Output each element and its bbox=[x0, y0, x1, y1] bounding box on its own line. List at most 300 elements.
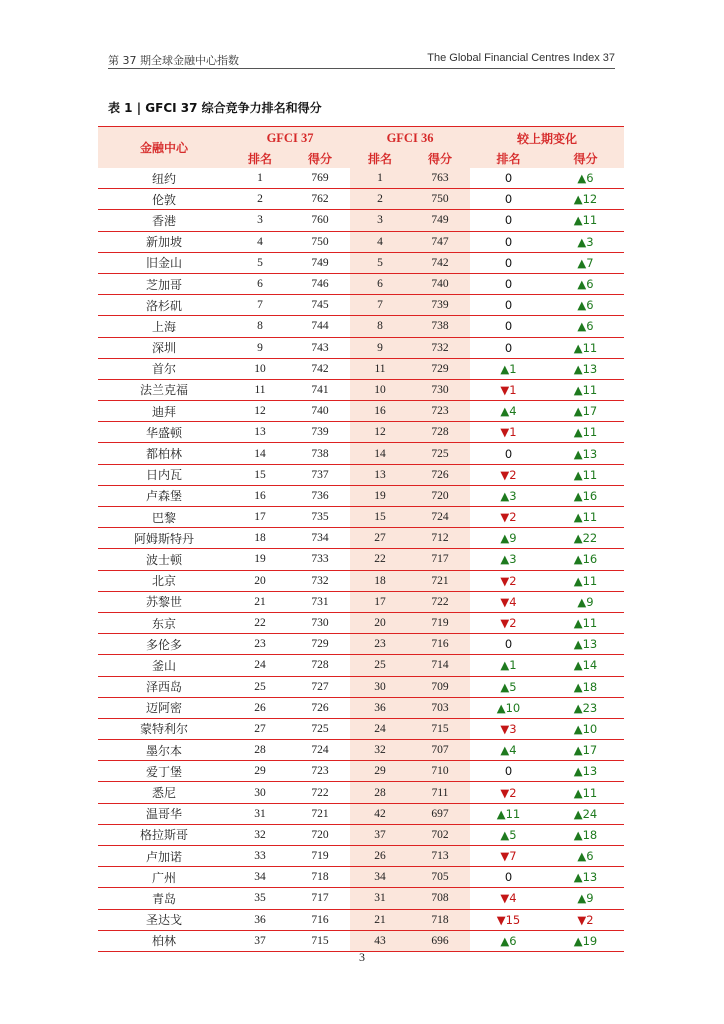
cell-center-name: 多伦多 bbox=[98, 634, 230, 655]
cell-score-change: ▲7 bbox=[547, 252, 624, 273]
cell-rank-37: 11 bbox=[230, 379, 290, 400]
cell-center-name: 法兰克福 bbox=[98, 379, 230, 400]
cell-score-36: 702 bbox=[410, 824, 470, 845]
cell-rank-37: 13 bbox=[230, 422, 290, 443]
cell-score-change: ▲18 bbox=[547, 824, 624, 845]
table-row bbox=[98, 612, 624, 633]
cell-center-name: 巴黎 bbox=[98, 507, 230, 528]
cell-rank-37: 23 bbox=[230, 634, 290, 655]
cell-rank-37: 14 bbox=[230, 443, 290, 464]
cell-rank-change: ▲4 bbox=[470, 740, 547, 761]
cell-rank-change: 0 bbox=[470, 337, 547, 358]
cell-rank-37: 2 bbox=[230, 189, 290, 210]
cell-score-change: ▲13 bbox=[547, 867, 624, 888]
col-header-score-37: 得分 bbox=[290, 149, 350, 168]
cell-score-36: 724 bbox=[410, 507, 470, 528]
cell-score-37: 723 bbox=[290, 761, 350, 782]
cell-score-change: ▲6 bbox=[547, 846, 624, 867]
cell-score-37: 743 bbox=[290, 337, 350, 358]
cell-rank-37: 28 bbox=[230, 740, 290, 761]
cell-score-change: ▲16 bbox=[547, 485, 624, 506]
table-row bbox=[98, 485, 624, 506]
cell-center-name: 青岛 bbox=[98, 888, 230, 909]
cell-score-37: 727 bbox=[290, 676, 350, 697]
cell-score-37: 741 bbox=[290, 379, 350, 400]
cell-rank-36: 2 bbox=[350, 189, 410, 210]
table-row bbox=[98, 867, 624, 888]
cell-rank-change: ▼4 bbox=[470, 591, 547, 612]
cell-rank-36: 19 bbox=[350, 485, 410, 506]
cell-center-name: 蒙特利尔 bbox=[98, 718, 230, 739]
cell-rank-37: 1 bbox=[230, 168, 290, 189]
cell-score-37: 750 bbox=[290, 231, 350, 252]
cell-rank-change: 0 bbox=[470, 867, 547, 888]
cell-rank-36: 5 bbox=[350, 252, 410, 273]
cell-score-change: ▲3 bbox=[547, 231, 624, 252]
running-header bbox=[108, 52, 615, 69]
cell-score-36: 721 bbox=[410, 570, 470, 591]
table-row bbox=[98, 358, 624, 379]
cell-score-36: 708 bbox=[410, 888, 470, 909]
cell-center-name: 格拉斯哥 bbox=[98, 824, 230, 845]
page-number: 3 bbox=[359, 950, 365, 964]
cell-rank-37: 7 bbox=[230, 295, 290, 316]
cell-score-change: ▲19 bbox=[547, 930, 624, 951]
col-header-rank-37: 排名 bbox=[230, 149, 290, 168]
table-row bbox=[98, 273, 624, 294]
table-row bbox=[98, 549, 624, 570]
cell-score-change: ▲9 bbox=[547, 888, 624, 909]
cell-score-change: ▲6 bbox=[547, 316, 624, 337]
cell-rank-37: 26 bbox=[230, 697, 290, 718]
cell-center-name: 华盛顿 bbox=[98, 422, 230, 443]
table-row bbox=[98, 252, 624, 273]
cell-rank-change: 0 bbox=[470, 189, 547, 210]
cell-center-name: 爱丁堡 bbox=[98, 761, 230, 782]
cell-center-name: 波士顿 bbox=[98, 549, 230, 570]
col-header-rank-36: 排名 bbox=[350, 149, 410, 168]
cell-score-36: 718 bbox=[410, 909, 470, 930]
table-row bbox=[98, 210, 624, 231]
cell-rank-36: 9 bbox=[350, 337, 410, 358]
cell-score-37: 715 bbox=[290, 930, 350, 951]
cell-score-36: 709 bbox=[410, 676, 470, 697]
col-header-score-change: 得分 bbox=[547, 149, 624, 168]
cell-rank-36: 23 bbox=[350, 634, 410, 655]
cell-score-36: 723 bbox=[410, 401, 470, 422]
cell-rank-37: 19 bbox=[230, 549, 290, 570]
cell-score-36: 742 bbox=[410, 252, 470, 273]
cell-rank-37: 33 bbox=[230, 846, 290, 867]
table-row bbox=[98, 570, 624, 591]
table-row bbox=[98, 782, 624, 803]
cell-score-36: 715 bbox=[410, 718, 470, 739]
table-caption: 表 1 | GFCI 37 综合竞争力排名和得分 bbox=[108, 101, 322, 115]
cell-score-37: 721 bbox=[290, 803, 350, 824]
cell-rank-36: 21 bbox=[350, 909, 410, 930]
cell-rank-37: 10 bbox=[230, 358, 290, 379]
cell-score-37: 746 bbox=[290, 273, 350, 294]
cell-rank-36: 16 bbox=[350, 401, 410, 422]
cell-score-36: 697 bbox=[410, 803, 470, 824]
col-group-change: 较上期变化 bbox=[470, 127, 624, 150]
cell-score-36: 713 bbox=[410, 846, 470, 867]
cell-center-name: 卢加诺 bbox=[98, 846, 230, 867]
cell-rank-37: 16 bbox=[230, 485, 290, 506]
cell-rank-change: 0 bbox=[470, 295, 547, 316]
cell-score-change: ▲11 bbox=[547, 210, 624, 231]
cell-score-36: 740 bbox=[410, 273, 470, 294]
table-row bbox=[98, 634, 624, 655]
table-row bbox=[98, 295, 624, 316]
cell-score-change: ▲24 bbox=[547, 803, 624, 824]
cell-score-36: 711 bbox=[410, 782, 470, 803]
cell-score-37: 728 bbox=[290, 655, 350, 676]
table-row bbox=[98, 443, 624, 464]
cell-rank-change: ▼2 bbox=[470, 464, 547, 485]
table-row bbox=[98, 168, 624, 189]
cell-rank-change: ▲9 bbox=[470, 528, 547, 549]
cell-score-37: 762 bbox=[290, 189, 350, 210]
cell-score-37: 734 bbox=[290, 528, 350, 549]
cell-center-name: 柏林 bbox=[98, 930, 230, 951]
cell-rank-36: 34 bbox=[350, 867, 410, 888]
cell-rank-36: 27 bbox=[350, 528, 410, 549]
cell-rank-change: ▲3 bbox=[470, 549, 547, 570]
cell-rank-36: 32 bbox=[350, 740, 410, 761]
cell-score-36: 703 bbox=[410, 697, 470, 718]
cell-rank-change: 0 bbox=[470, 634, 547, 655]
cell-score-change: ▲18 bbox=[547, 676, 624, 697]
cell-score-36: 710 bbox=[410, 761, 470, 782]
cell-score-change: ▲16 bbox=[547, 549, 624, 570]
cell-center-name: 悉尼 bbox=[98, 782, 230, 803]
cell-rank-change: 0 bbox=[470, 761, 547, 782]
cell-rank-change: 0 bbox=[470, 210, 547, 231]
cell-score-change: ▲23 bbox=[547, 697, 624, 718]
table-body bbox=[98, 168, 624, 951]
cell-center-name: 洛杉矶 bbox=[98, 295, 230, 316]
cell-rank-change: ▲4 bbox=[470, 401, 547, 422]
table-row bbox=[98, 697, 624, 718]
table-row bbox=[98, 824, 624, 845]
cell-center-name: 墨尔本 bbox=[98, 740, 230, 761]
cell-rank-36: 42 bbox=[350, 803, 410, 824]
cell-score-change: ▼2 bbox=[547, 909, 624, 930]
cell-rank-36: 29 bbox=[350, 761, 410, 782]
cell-rank-37: 8 bbox=[230, 316, 290, 337]
cell-score-change: ▲13 bbox=[547, 761, 624, 782]
cell-rank-change: 0 bbox=[470, 316, 547, 337]
gfci-ranking-table bbox=[98, 126, 624, 952]
table-row bbox=[98, 846, 624, 867]
cell-score-change: ▲22 bbox=[547, 528, 624, 549]
cell-score-change: ▲11 bbox=[547, 422, 624, 443]
cell-center-name: 首尔 bbox=[98, 358, 230, 379]
cell-center-name: 新加坡 bbox=[98, 231, 230, 252]
cell-score-37: 719 bbox=[290, 846, 350, 867]
table-row bbox=[98, 401, 624, 422]
cell-rank-36: 4 bbox=[350, 231, 410, 252]
col-header-rank-change: 排名 bbox=[470, 149, 547, 168]
col-header-score-36: 得分 bbox=[410, 149, 470, 168]
cell-rank-change: ▲3 bbox=[470, 485, 547, 506]
cell-rank-change: ▼15 bbox=[470, 909, 547, 930]
table-row bbox=[98, 761, 624, 782]
table-row bbox=[98, 909, 624, 930]
cell-score-36: 716 bbox=[410, 634, 470, 655]
cell-rank-36: 7 bbox=[350, 295, 410, 316]
cell-score-37: 740 bbox=[290, 401, 350, 422]
cell-rank-37: 36 bbox=[230, 909, 290, 930]
cell-rank-37: 4 bbox=[230, 231, 290, 252]
col-group-gfci37: GFCI 37 bbox=[230, 127, 350, 150]
cell-rank-37: 35 bbox=[230, 888, 290, 909]
cell-score-36: 747 bbox=[410, 231, 470, 252]
cell-rank-change: ▼2 bbox=[470, 507, 547, 528]
cell-score-change: ▲11 bbox=[547, 337, 624, 358]
cell-center-name: 东京 bbox=[98, 612, 230, 633]
col-group-gfci36: GFCI 36 bbox=[350, 127, 470, 150]
cell-score-change: ▲6 bbox=[547, 273, 624, 294]
cell-center-name: 都柏林 bbox=[98, 443, 230, 464]
cell-score-36: 738 bbox=[410, 316, 470, 337]
cell-score-37: 718 bbox=[290, 867, 350, 888]
cell-rank-change: 0 bbox=[470, 252, 547, 273]
cell-score-change: ▲11 bbox=[547, 464, 624, 485]
cell-rank-36: 31 bbox=[350, 888, 410, 909]
cell-center-name: 苏黎世 bbox=[98, 591, 230, 612]
cell-rank-37: 22 bbox=[230, 612, 290, 633]
table-row bbox=[98, 676, 624, 697]
cell-rank-37: 6 bbox=[230, 273, 290, 294]
table-row bbox=[98, 379, 624, 400]
cell-rank-37: 34 bbox=[230, 867, 290, 888]
cell-score-37: 726 bbox=[290, 697, 350, 718]
cell-score-37: 731 bbox=[290, 591, 350, 612]
table-row bbox=[98, 464, 624, 485]
cell-rank-36: 28 bbox=[350, 782, 410, 803]
cell-score-37: 749 bbox=[290, 252, 350, 273]
cell-score-37: 729 bbox=[290, 634, 350, 655]
cell-score-36: 763 bbox=[410, 168, 470, 189]
cell-rank-37: 27 bbox=[230, 718, 290, 739]
cell-score-36: 696 bbox=[410, 930, 470, 951]
cell-rank-change: ▼1 bbox=[470, 422, 547, 443]
cell-rank-37: 12 bbox=[230, 401, 290, 422]
table-row bbox=[98, 189, 624, 210]
table-row bbox=[98, 740, 624, 761]
cell-center-name: 泽西岛 bbox=[98, 676, 230, 697]
cell-rank-change: 0 bbox=[470, 231, 547, 252]
cell-score-change: ▲11 bbox=[547, 570, 624, 591]
cell-score-36: 750 bbox=[410, 189, 470, 210]
cell-rank-change: ▲11 bbox=[470, 803, 547, 824]
cell-center-name: 香港 bbox=[98, 210, 230, 231]
table-row bbox=[98, 507, 624, 528]
cell-rank-36: 17 bbox=[350, 591, 410, 612]
cell-rank-37: 18 bbox=[230, 528, 290, 549]
cell-center-name: 广州 bbox=[98, 867, 230, 888]
cell-rank-36: 18 bbox=[350, 570, 410, 591]
cell-score-37: 738 bbox=[290, 443, 350, 464]
cell-score-change: ▲12 bbox=[547, 189, 624, 210]
cell-score-37: 722 bbox=[290, 782, 350, 803]
cell-rank-37: 37 bbox=[230, 930, 290, 951]
cell-score-change: ▲17 bbox=[547, 401, 624, 422]
table-row bbox=[98, 888, 624, 909]
cell-center-name: 纽约 bbox=[98, 168, 230, 189]
header-title-cn: 第 37 期全球金融中心指数 bbox=[108, 54, 239, 67]
cell-rank-37: 3 bbox=[230, 210, 290, 231]
cell-score-36: 707 bbox=[410, 740, 470, 761]
cell-score-36: 729 bbox=[410, 358, 470, 379]
table-row bbox=[98, 591, 624, 612]
cell-rank-change: 0 bbox=[470, 443, 547, 464]
cell-center-name: 温哥华 bbox=[98, 803, 230, 824]
cell-score-37: 733 bbox=[290, 549, 350, 570]
cell-score-36: 730 bbox=[410, 379, 470, 400]
cell-center-name: 迈阿密 bbox=[98, 697, 230, 718]
cell-score-change: ▲9 bbox=[547, 591, 624, 612]
cell-rank-36: 26 bbox=[350, 846, 410, 867]
table-header-row-1 bbox=[98, 127, 624, 150]
cell-rank-36: 36 bbox=[350, 697, 410, 718]
cell-rank-change: ▼7 bbox=[470, 846, 547, 867]
cell-rank-change: ▲6 bbox=[470, 930, 547, 951]
cell-rank-change: ▲1 bbox=[470, 358, 547, 379]
cell-rank-change: ▼4 bbox=[470, 888, 547, 909]
cell-rank-36: 13 bbox=[350, 464, 410, 485]
cell-score-37: 735 bbox=[290, 507, 350, 528]
cell-rank-36: 8 bbox=[350, 316, 410, 337]
cell-score-36: 728 bbox=[410, 422, 470, 443]
cell-score-36: 732 bbox=[410, 337, 470, 358]
cell-rank-36: 43 bbox=[350, 930, 410, 951]
table-row bbox=[98, 316, 624, 337]
cell-rank-37: 15 bbox=[230, 464, 290, 485]
cell-score-37: 736 bbox=[290, 485, 350, 506]
cell-rank-36: 12 bbox=[350, 422, 410, 443]
cell-rank-36: 24 bbox=[350, 718, 410, 739]
table-row bbox=[98, 528, 624, 549]
cell-rank-37: 24 bbox=[230, 655, 290, 676]
cell-center-name: 深圳 bbox=[98, 337, 230, 358]
cell-score-change: ▲14 bbox=[547, 655, 624, 676]
cell-center-name: 北京 bbox=[98, 570, 230, 591]
cell-rank-36: 15 bbox=[350, 507, 410, 528]
cell-score-37: 742 bbox=[290, 358, 350, 379]
cell-rank-36: 37 bbox=[350, 824, 410, 845]
cell-rank-36: 6 bbox=[350, 273, 410, 294]
cell-score-37: 724 bbox=[290, 740, 350, 761]
table-row bbox=[98, 422, 624, 443]
table-row bbox=[98, 337, 624, 358]
cell-score-36: 717 bbox=[410, 549, 470, 570]
cell-score-36: 705 bbox=[410, 867, 470, 888]
cell-score-37: 760 bbox=[290, 210, 350, 231]
cell-center-name: 釜山 bbox=[98, 655, 230, 676]
cell-center-name: 圣达戈 bbox=[98, 909, 230, 930]
cell-rank-36: 3 bbox=[350, 210, 410, 231]
cell-score-37: 720 bbox=[290, 824, 350, 845]
cell-rank-change: ▼2 bbox=[470, 570, 547, 591]
cell-center-name: 伦敦 bbox=[98, 189, 230, 210]
cell-center-name: 旧金山 bbox=[98, 252, 230, 273]
cell-score-36: 720 bbox=[410, 485, 470, 506]
cell-score-change: ▲13 bbox=[547, 634, 624, 655]
cell-score-37: 716 bbox=[290, 909, 350, 930]
cell-rank-37: 9 bbox=[230, 337, 290, 358]
table-row bbox=[98, 930, 624, 951]
cell-score-change: ▲11 bbox=[547, 507, 624, 528]
col-header-center: 金融中心 bbox=[98, 127, 230, 169]
cell-rank-36: 20 bbox=[350, 612, 410, 633]
cell-score-36: 714 bbox=[410, 655, 470, 676]
cell-center-name: 芝加哥 bbox=[98, 273, 230, 294]
cell-rank-change: ▼2 bbox=[470, 782, 547, 803]
cell-rank-37: 29 bbox=[230, 761, 290, 782]
cell-rank-37: 21 bbox=[230, 591, 290, 612]
cell-rank-36: 10 bbox=[350, 379, 410, 400]
cell-score-37: 769 bbox=[290, 168, 350, 189]
cell-score-change: ▲10 bbox=[547, 718, 624, 739]
cell-center-name: 上海 bbox=[98, 316, 230, 337]
cell-score-36: 719 bbox=[410, 612, 470, 633]
cell-rank-37: 25 bbox=[230, 676, 290, 697]
cell-rank-36: 11 bbox=[350, 358, 410, 379]
cell-score-change: ▲11 bbox=[547, 612, 624, 633]
cell-rank-36: 1 bbox=[350, 168, 410, 189]
cell-score-36: 749 bbox=[410, 210, 470, 231]
cell-score-change: ▲13 bbox=[547, 358, 624, 379]
cell-rank-37: 31 bbox=[230, 803, 290, 824]
cell-rank-37: 17 bbox=[230, 507, 290, 528]
cell-center-name: 日内瓦 bbox=[98, 464, 230, 485]
cell-score-37: 745 bbox=[290, 295, 350, 316]
cell-score-37: 739 bbox=[290, 422, 350, 443]
table-row bbox=[98, 718, 624, 739]
cell-rank-change: 0 bbox=[470, 273, 547, 294]
cell-score-36: 725 bbox=[410, 443, 470, 464]
cell-rank-37: 5 bbox=[230, 252, 290, 273]
cell-score-change: ▲17 bbox=[547, 740, 624, 761]
cell-rank-36: 14 bbox=[350, 443, 410, 464]
cell-score-36: 726 bbox=[410, 464, 470, 485]
cell-center-name: 卢森堡 bbox=[98, 485, 230, 506]
cell-score-37: 737 bbox=[290, 464, 350, 485]
cell-score-37: 744 bbox=[290, 316, 350, 337]
cell-center-name: 阿姆斯特丹 bbox=[98, 528, 230, 549]
cell-rank-change: ▲1 bbox=[470, 655, 547, 676]
table-row bbox=[98, 803, 624, 824]
cell-rank-change: ▲5 bbox=[470, 824, 547, 845]
cell-rank-36: 30 bbox=[350, 676, 410, 697]
cell-score-36: 712 bbox=[410, 528, 470, 549]
cell-score-36: 739 bbox=[410, 295, 470, 316]
table-row bbox=[98, 655, 624, 676]
cell-rank-change: ▲5 bbox=[470, 676, 547, 697]
cell-score-36: 722 bbox=[410, 591, 470, 612]
cell-score-change: ▲6 bbox=[547, 168, 624, 189]
cell-rank-37: 32 bbox=[230, 824, 290, 845]
cell-rank-change: ▼2 bbox=[470, 612, 547, 633]
cell-score-37: 730 bbox=[290, 612, 350, 633]
cell-score-change: ▲6 bbox=[547, 295, 624, 316]
cell-score-37: 732 bbox=[290, 570, 350, 591]
cell-score-change: ▲11 bbox=[547, 782, 624, 803]
cell-rank-change: ▼3 bbox=[470, 718, 547, 739]
